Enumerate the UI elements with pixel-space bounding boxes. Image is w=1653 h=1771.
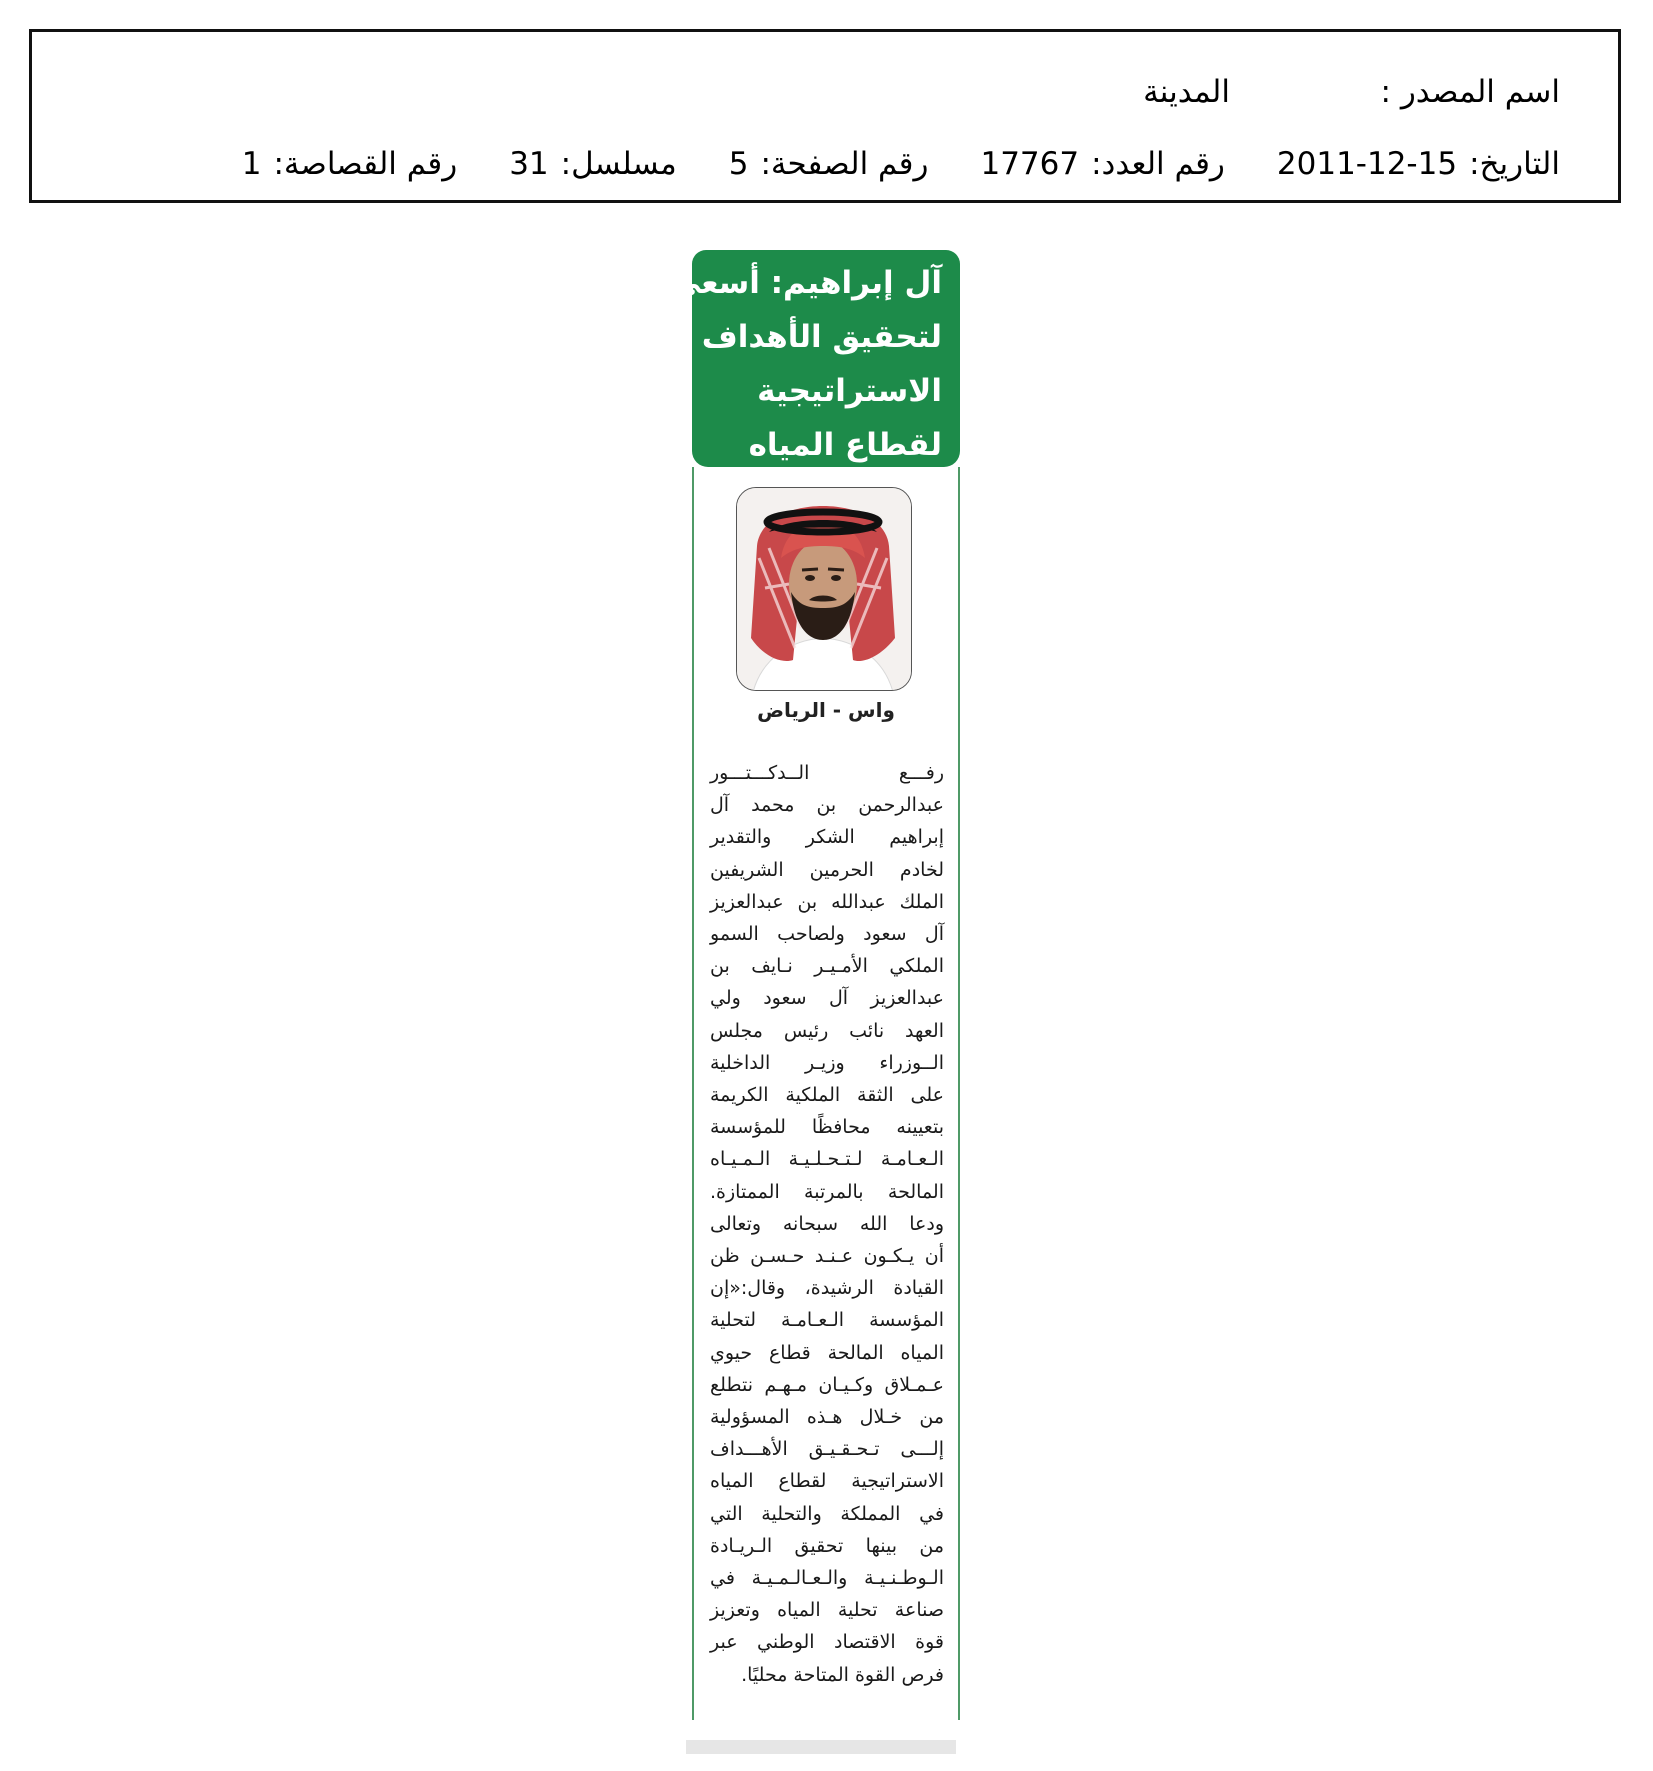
- body-line: رفـــع الــدكـــتـــور: [710, 762, 944, 784]
- body-line: عـمـلاق وكـيـان مـهـم نتطلع: [710, 1373, 944, 1396]
- source-label: اسم المصدر :: [1380, 74, 1560, 110]
- date-value: 2011-12-15: [1276, 146, 1458, 182]
- body-line: عبدالرحمن بن محمد آل: [710, 794, 944, 817]
- body-line: القيادة الرشيدة، وقال:«إن: [710, 1277, 944, 1300]
- body-line: المؤسسة الـعـامـة لتحلية: [710, 1309, 944, 1332]
- date-field: [1277, 146, 1560, 182]
- page-field: [729, 146, 929, 182]
- page-label: رقم الصفحة:: [760, 146, 929, 182]
- body-line: قوة الاقتصاد الوطني عبر: [710, 1631, 944, 1654]
- body-line: الملكي الأمـيـر نـايف بن: [710, 955, 944, 978]
- body-line: الملك عبدالله بن عبدالعزيز: [710, 890, 944, 913]
- portrait-illustration: [736, 488, 911, 691]
- metadata-row: [90, 146, 1560, 182]
- column-rule-left: [692, 467, 694, 1720]
- source-value: المدينة: [1143, 74, 1230, 110]
- body-line: ودعا الله سبحانه وتعالى: [710, 1212, 944, 1235]
- body-line: في المملكة والتحلية التي: [710, 1502, 944, 1525]
- body-line: الاستراتيجية لقطاع المياه: [710, 1470, 944, 1493]
- headline-line: لقطاع المياه: [748, 427, 942, 463]
- body-line: أن يـكـون عـنـد حـسـن ظن: [710, 1245, 944, 1268]
- body-line: فرص القوة المتاحة محليًا.: [741, 1663, 944, 1686]
- body-line: آل سعود ولصاحب السمو: [710, 923, 944, 946]
- serial-field: [509, 146, 677, 182]
- date-label: التاريخ:: [1469, 146, 1560, 182]
- body-line: من خـلال هـذه المسؤولية: [710, 1406, 944, 1429]
- body-line: المالحة بالمرتبة الممتازة.: [710, 1180, 944, 1203]
- headline-line: لتحقيق الأهداف: [701, 319, 942, 355]
- body-line: لخادم الحرمين الشريفين: [710, 858, 944, 881]
- clip-field: [242, 146, 457, 182]
- column-rule-right: [958, 467, 960, 1720]
- body-line: الـعـامـة لـتـحـلـيـة الـمـيـاه: [710, 1148, 944, 1171]
- body-line: العهد نائب رئيس مجلس: [710, 1019, 944, 1042]
- body-line: المياه المالحة قطاع حيوي: [710, 1341, 944, 1364]
- serial-value: 31: [509, 146, 549, 182]
- page-value: 5: [728, 146, 749, 182]
- source-row: [90, 74, 1560, 110]
- byline: واس - الرياض: [757, 698, 895, 722]
- scan-bottom-edge: [686, 1740, 956, 1754]
- body-line: إبراهيم الشكر والتقدير: [710, 826, 944, 849]
- body-line: الـوطـنـيـة والـعـالـمـيـة في: [710, 1567, 944, 1590]
- issue-value: 17767: [980, 146, 1080, 182]
- body-line: بتعيينه محافظًا للمؤسسة: [710, 1116, 944, 1139]
- serial-label: مسلسل:: [560, 146, 677, 182]
- article-body: [710, 757, 944, 1691]
- body-line: من بينها تحقيق الـريـادة: [710, 1534, 944, 1557]
- headline-line: آل إبراهيم: أسعى: [669, 265, 942, 301]
- clipping-info-box: [29, 29, 1621, 203]
- body-line: على الثقة الملكية الكريمة: [710, 1084, 944, 1107]
- clip-value: 1: [241, 146, 262, 182]
- headline-box: [669, 250, 960, 467]
- issue-label: رقم العدد:: [1091, 146, 1225, 182]
- body-line: إلـــى تـحـقـيـق الأهـــداف: [710, 1438, 944, 1461]
- body-line: صناعة تحلية المياه وتعزيز: [710, 1599, 944, 1622]
- issue-field: [980, 146, 1224, 182]
- author-portrait-photo: [736, 487, 912, 691]
- body-line: الــوزراء وزيـر الداخلية: [710, 1051, 944, 1074]
- body-line: عبدالعزيز آل سعود ولي: [710, 987, 944, 1010]
- headline-line: الاستراتيجية: [757, 373, 942, 409]
- clip-label: رقم القصاصة:: [273, 146, 458, 182]
- article-clipping: [669, 250, 960, 1720]
